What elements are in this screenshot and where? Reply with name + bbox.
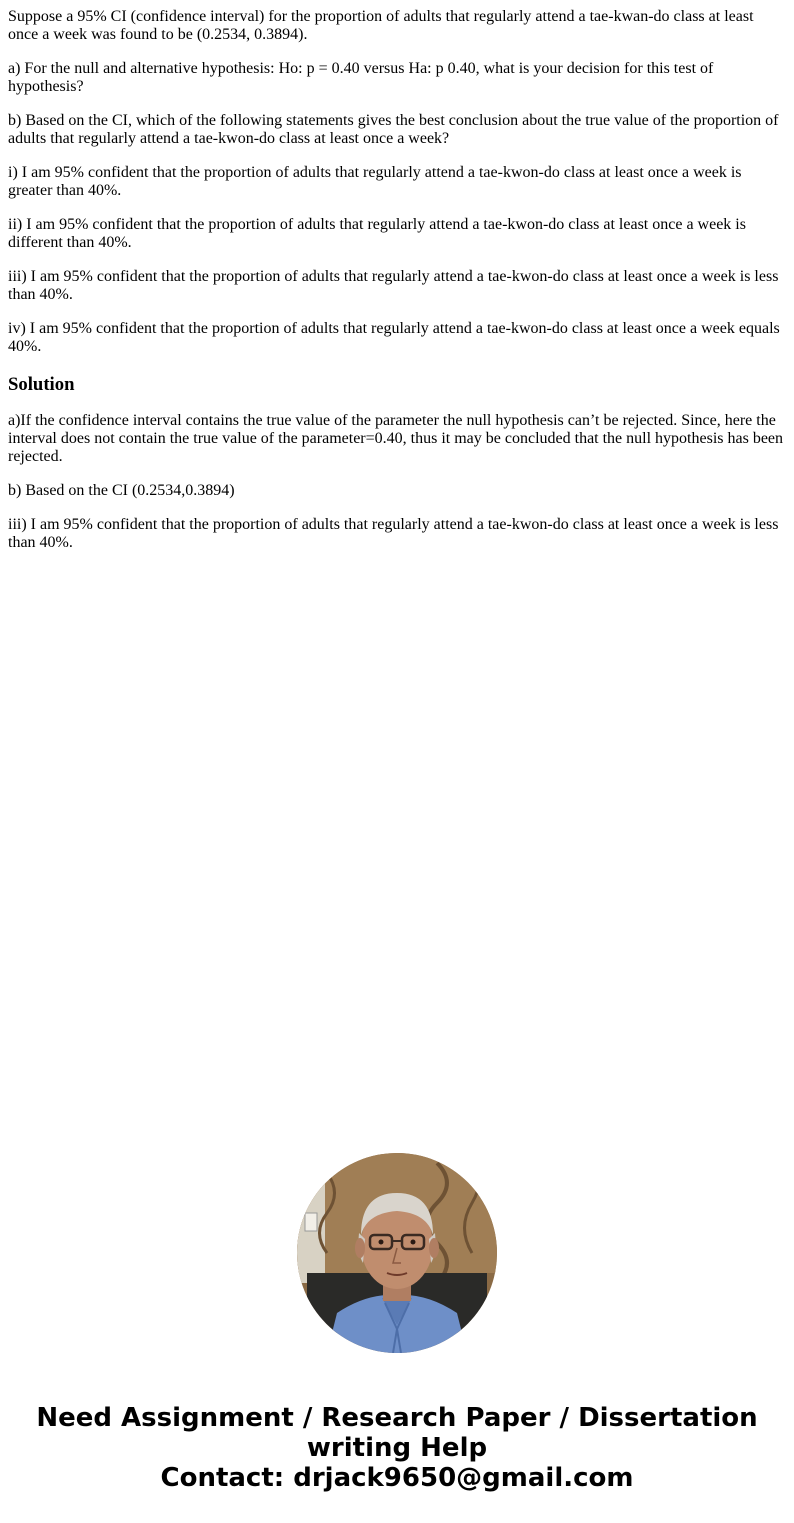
- promo-line-1: Need Assignment / Research Paper / Dissertation: [36, 1403, 758, 1433]
- option-i: i) I am 95% confident that the proportion of adults that regularly attend a tae-kwon-do class at least once a week is greater than 40%.: [8, 164, 742, 199]
- solution-heading: Solution: [8, 374, 75, 395]
- question-part-a: a) For the null and alternative hypothesis: Ho: p = 0.40 versus Ha: p 0.40, what is your decision for this test of hypothesis?: [8, 60, 714, 95]
- solution-section: [8, 412, 786, 552]
- solution-answer-a: a)If the confidence interval contains the true value of the parameter the null hypothesis can’t be rejected. Since, here the interval does not contain the true value of the parameter=0.40, thus it may be concluded that the null hypothesis has been rejected.: [8, 412, 784, 465]
- question-intro: Suppose a 95% CI (confidence interval) for the proportion of adults that regularly attend a tae-kwan-do class at least once a week was found to be (0.2534, 0.3894).: [8, 8, 754, 43]
- question-part-b: b) Based on the CI, which of the following statements gives the best conclusion about the true value of the proportion of adults that regularly attend a tae-kwon-do class at least once a week?: [8, 112, 779, 147]
- promo-line-2: writing Help: [306, 1433, 488, 1463]
- solution-answer-b: b) Based on the CI (0.2534,0.3894): [8, 482, 235, 499]
- solution-answer-b-choice: iii) I am 95% confident that the proportion of adults that regularly attend a tae-kwon-do class at least once a week is less than 40%.: [8, 516, 779, 551]
- option-iii: iii) I am 95% confident that the proportion of adults that regularly attend a tae-kwon-do class at least once a week is less than 40%.: [8, 268, 779, 303]
- option-ii: ii) I am 95% confident that the proportion of adults that regularly attend a tae-kwon-do class at least once a week is different than 40%.: [8, 216, 746, 251]
- promo-banner: [0, 1403, 794, 1493]
- option-iv: iv) I am 95% confident that the proportion of adults that regularly attend a tae-kwon-do class at least once a week equals 40%.: [8, 320, 780, 355]
- avatar: [297, 1153, 497, 1353]
- document-body: [8, 0, 786, 568]
- promo-contact: Contact: drjack9650@gmail.com: [160, 1463, 634, 1493]
- avatar-portrait-image: [297, 1153, 497, 1353]
